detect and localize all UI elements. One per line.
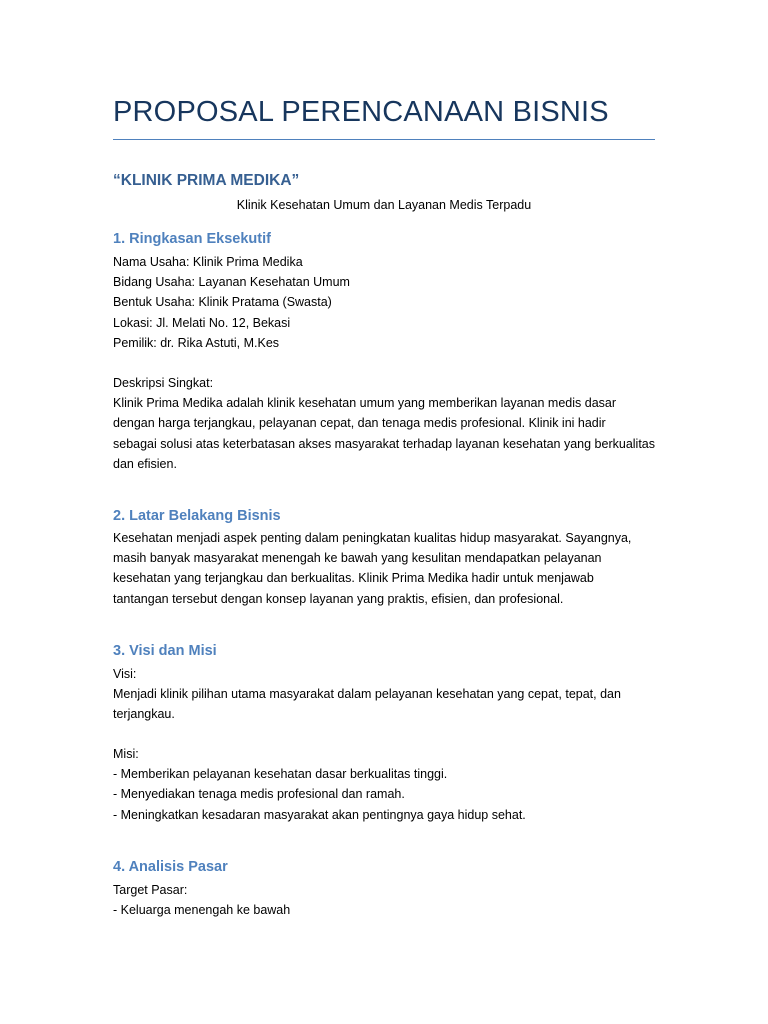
target-market-label: Target Pasar: xyxy=(113,883,188,897)
section-heading-analisis-pasar: 4. Analisis Pasar xyxy=(113,859,228,875)
mission-label: Misi: xyxy=(113,747,139,761)
business-info-line: Bentuk Usaha: Klinik Pratama (Swasta) xyxy=(113,295,332,310)
business-info-line: Lokasi: Jl. Melati No. 12, Bekasi xyxy=(113,315,291,330)
target-market-list xyxy=(113,880,655,920)
paragraph-line: tantangan tersebut dengan konsep layanan yang praktis, efisien, dan profesional. xyxy=(113,591,564,606)
section-heading-ringkasan-eksekutif: 1. Ringkasan Eksekutif xyxy=(113,231,271,247)
business-info-line: Nama Usaha: Klinik Prima Medika xyxy=(113,255,303,269)
section-heading-latar-belakang: 2. Latar Belakang Bisnis xyxy=(113,508,281,524)
paragraph-line: sebagai solusi atas keterbatasan akses masyarakat terhadap layanan kesehatan yang berkualitas xyxy=(113,436,656,451)
document-title: PROPOSAL PERENCANAAN BISNIS xyxy=(113,96,609,128)
background-paragraph xyxy=(113,528,655,609)
list-item: - Meningkatkan kesadaran masyarakat akan pentingnya gaya hidup sehat. xyxy=(113,807,526,822)
description-label: Deskripsi Singkat: xyxy=(113,376,214,390)
section-heading-visi-misi: 3. Visi dan Misi xyxy=(113,643,217,659)
list-item: - Keluarga menengah ke bawah xyxy=(113,903,291,918)
paragraph-line: Menjadi klinik pilihan utama masyarakat dalam pelayanan kesehatan yang cepat, tepat, dan xyxy=(113,687,621,702)
description-paragraph xyxy=(113,373,655,474)
title-divider xyxy=(113,139,655,140)
business-info-list xyxy=(113,252,655,353)
paragraph-line: terjangkau. xyxy=(113,707,175,722)
business-info-line: Pemilik: dr. Rika Astuti, M.Kes xyxy=(113,335,280,350)
paragraph-line: kesehatan yang terjangkau dan berkualitas. Klinik Prima Medika hadir untuk menjawab xyxy=(113,571,594,586)
paragraph-line: masih banyak masyarakat menengah ke bawah yang kesulitan mendapatkan pelayanan xyxy=(113,551,602,566)
mission-list xyxy=(113,744,655,825)
paragraph-line: Kesehatan menjadi aspek penting dalam peningkatan kualitas hidup masyarakat. Sayangnya, xyxy=(113,531,632,545)
vision-label: Visi: xyxy=(113,667,137,681)
paragraph-line: dan efisien. xyxy=(113,456,177,471)
list-item: - Memberikan pelayanan kesehatan dasar berkualitas tinggi. xyxy=(113,767,448,782)
paragraph-line: dengan harga terjangkau, pelayanan cepat, dan tenaga medis profesional. Klinik ini hadir xyxy=(113,416,606,431)
paragraph-line: Klinik Prima Medika adalah klinik kesehatan umum yang memberikan layanan medis dasar xyxy=(113,396,617,411)
vision-paragraph xyxy=(113,664,655,725)
list-item: - Menyediakan tenaga medis profesional dan ramah. xyxy=(113,787,405,802)
business-info-line: Bidang Usaha: Layanan Kesehatan Umum xyxy=(113,275,350,290)
business-name: “KLINIK PRIMA MEDIKA” xyxy=(113,172,300,189)
document-subtitle: Klinik Kesehatan Umum dan Layanan Medis Terpadu xyxy=(236,198,532,212)
